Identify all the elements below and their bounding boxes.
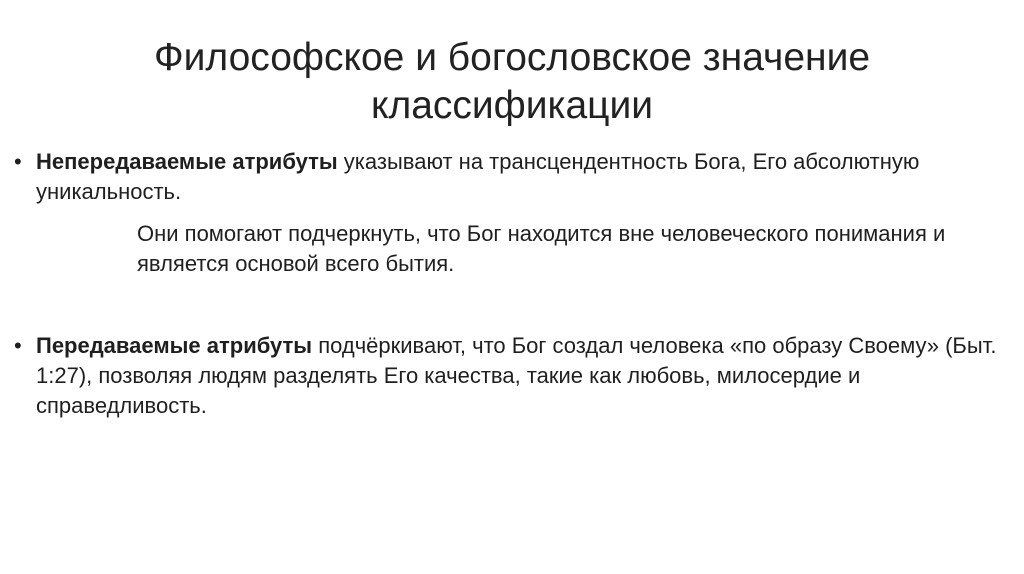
sub-paragraph: Они помогают подчеркнуть, что Бог находится вне человеческого понимания и является основой всего бытия. (137, 221, 946, 276)
bullet-bold-term: Непередаваемые атрибуты (36, 149, 338, 174)
slide-content (14, 147, 999, 421)
bullet-text: указывают на трансцендентность Бога, Его абсолютную уникальность. (36, 149, 920, 204)
bullet-item-nontransferable (14, 147, 999, 207)
title-line-1: Философское и богословское значение (153, 36, 871, 79)
bullet-item-transferable (14, 331, 999, 421)
slide-title (60, 34, 964, 130)
bullet-bold-term: Передаваемые атрибуты (36, 333, 313, 358)
spacer (14, 279, 999, 331)
bullet-text: подчёркивают, что Бог создал человека «по образу Своему» (Быт. 1:27), позволяя людям разделять Его качества, такие как любовь, милосердие и справедливость. (36, 333, 997, 418)
title-line-2: классификации (370, 84, 654, 127)
bullet-dot-icon: • (14, 333, 22, 358)
bullet-dot-icon: • (14, 149, 22, 174)
